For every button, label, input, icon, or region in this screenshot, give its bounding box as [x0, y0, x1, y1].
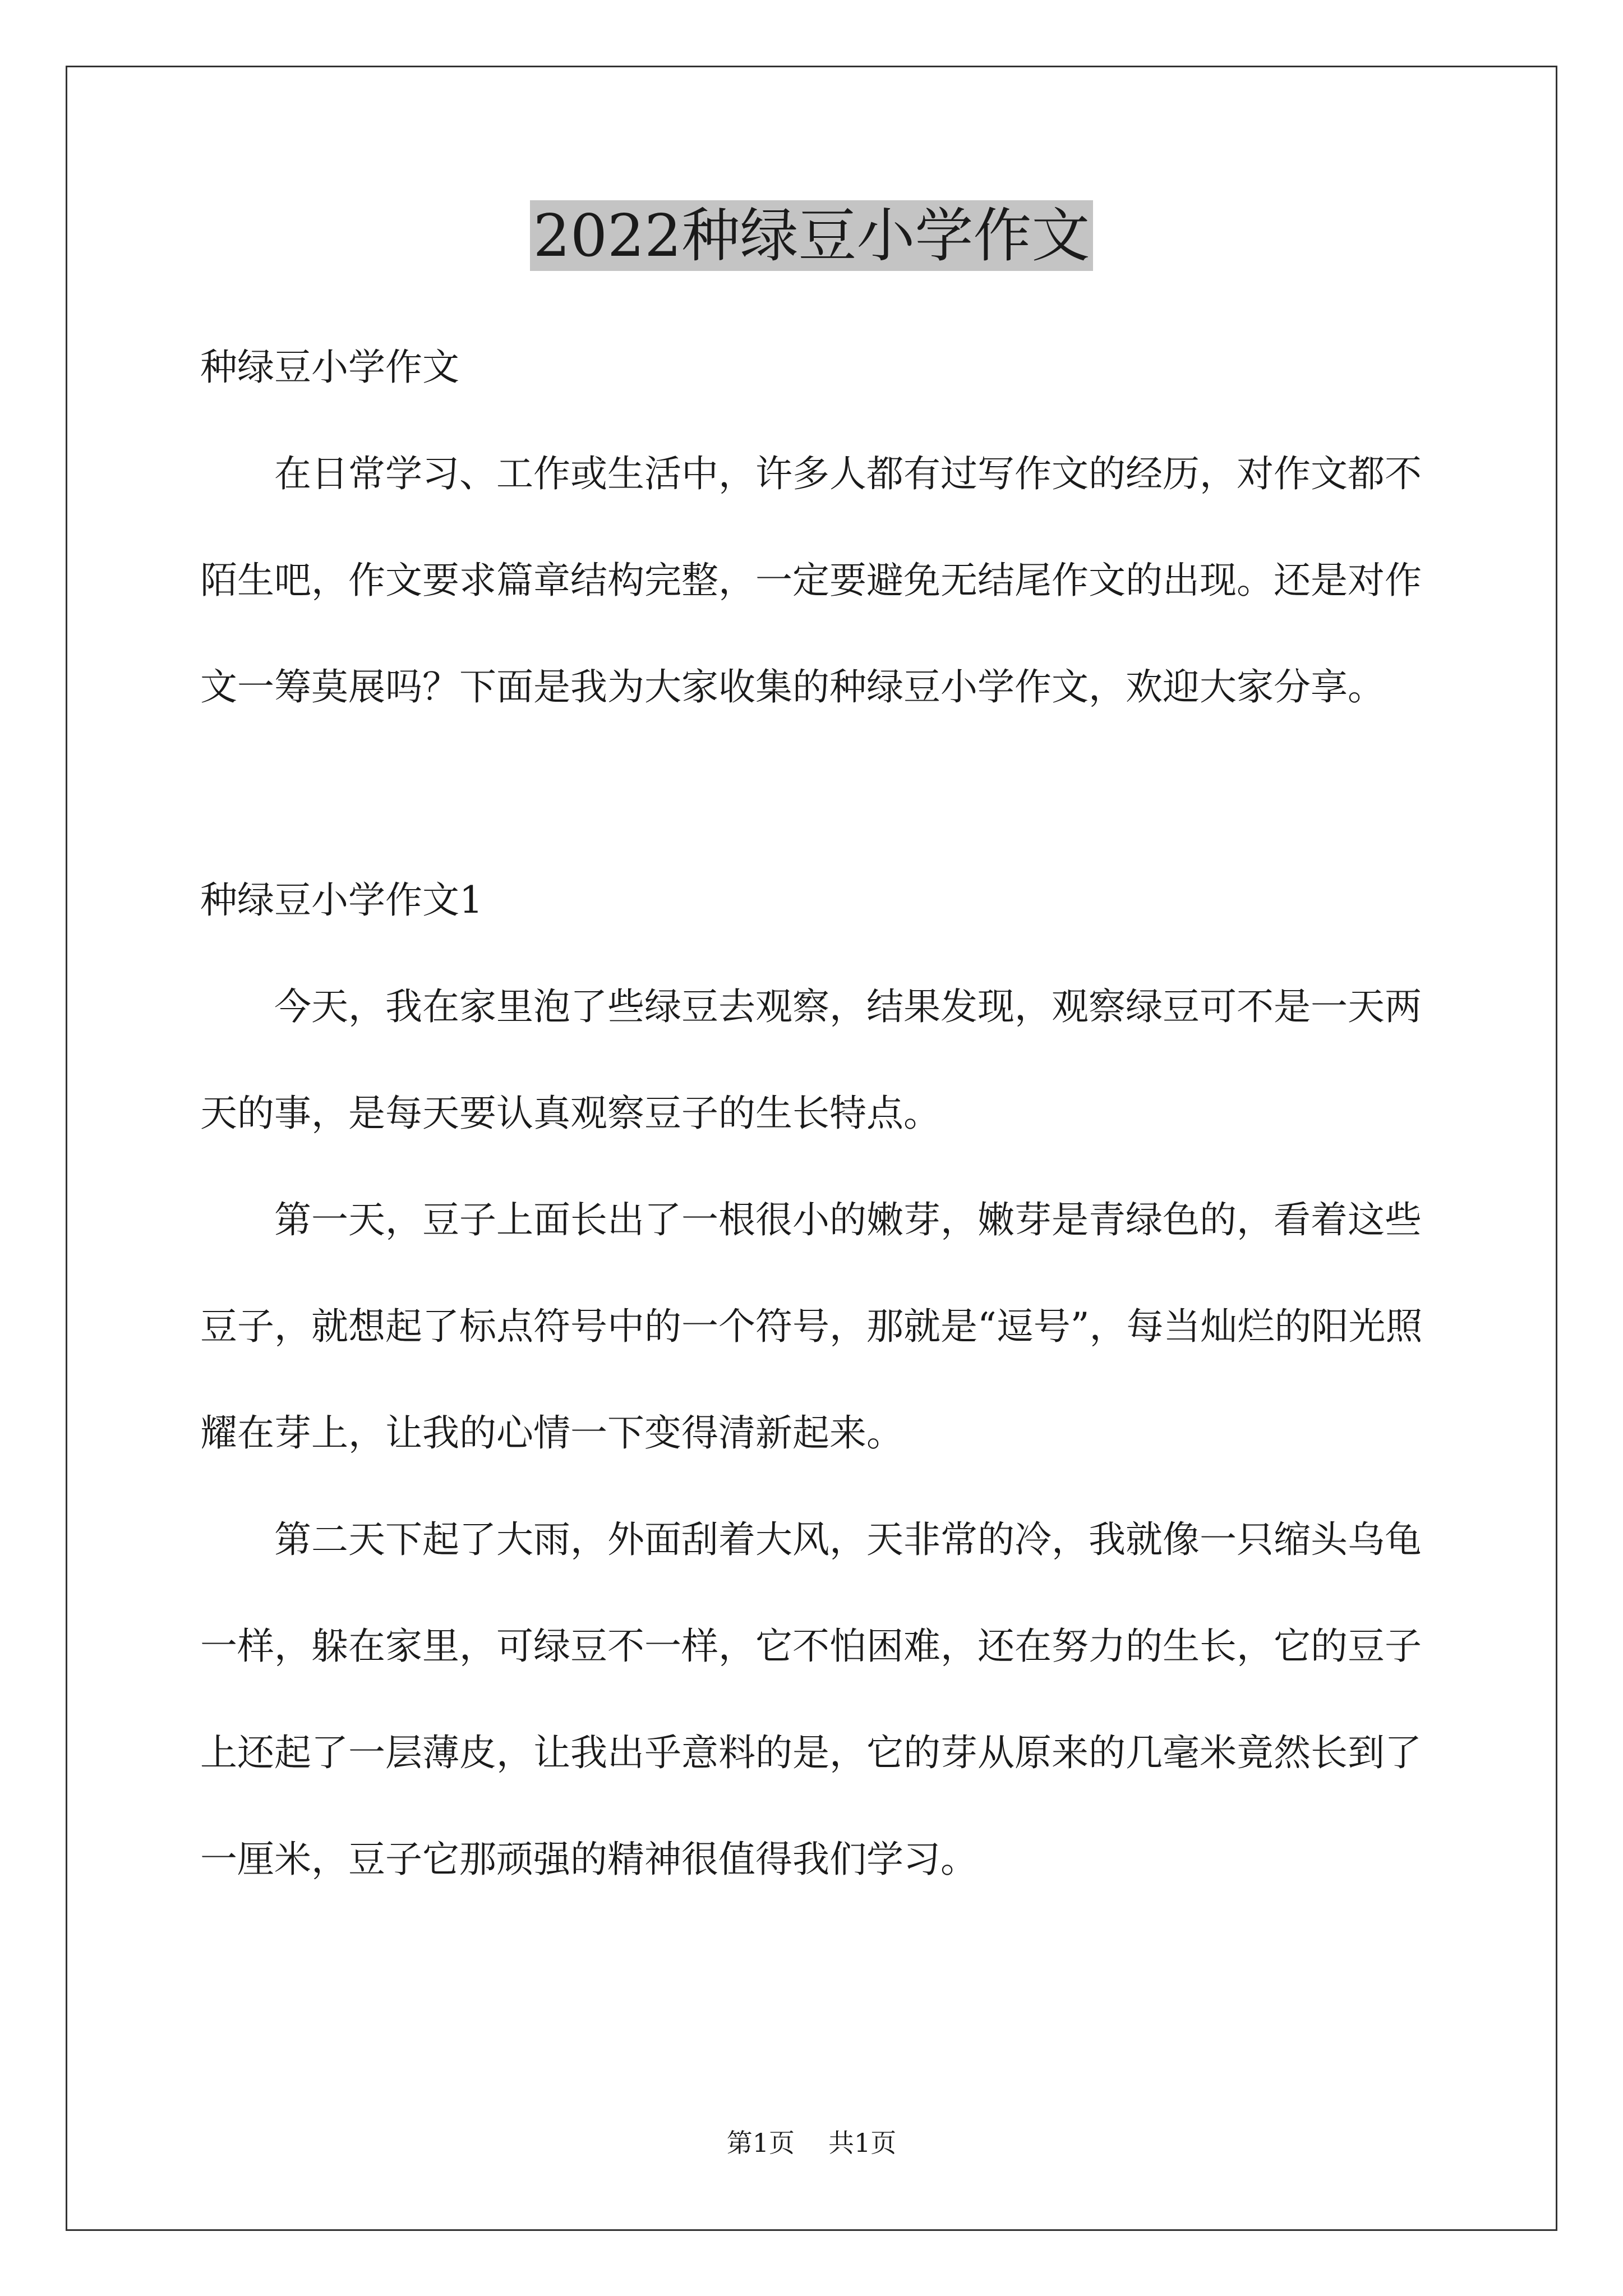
- title-text: 2022种绿豆小学作文: [530, 200, 1094, 271]
- body-paragraph: 第二天下起了大雨，外面刮着大风，天非常的冷，我就像一只缩头乌龟一样，躲在家里，可绿豆不一样，它不怕困难，还在努力的生长，它的豆子上还起了一层薄皮，让我出乎意料的是，它的芽从原来的几毫米竟然长到了一厘米，豆子它那顽强的精神很值得我们学习。: [200, 1518, 1422, 1881]
- page-footer: [0, 2126, 1623, 2160]
- body-paragraph: 今天，我在家里泡了些绿豆去观察，结果发现，观察绿豆可不是一天两天的事，是每天要认真观察豆子的生长特点。: [200, 985, 1422, 1135]
- page-number: 第1页: [726, 2128, 795, 2158]
- body-paragraph: 第一天，豆子上面长出了一根很小的嫩芽，嫩芽是青绿色的，看着这些豆子，就想起了标点符号中的一个符号，那就是“逗号”，每当灿烂的阳光照耀在芽上，让我的心情一下变得清新起来。: [200, 1198, 1423, 1455]
- section-spacer: [200, 740, 1434, 847]
- page-total: 共1页: [828, 2128, 897, 2158]
- intro-paragraph: 在日常学习、工作或生活中，许多人都有过写作文的经历，对作文都不陌生吧，作文要求篇章结构完整，一定要避免无结尾作文的出现。还是对作文一筹莫展吗？下面是我为大家收集的种绿豆小学作文，欢迎大家分享。: [200, 452, 1422, 708]
- document-title: [0, 196, 1623, 275]
- document-body: [200, 314, 1434, 1913]
- intro-heading: 种绿豆小学作文: [200, 346, 459, 389]
- section-heading: 种绿豆小学作文1: [200, 878, 483, 922]
